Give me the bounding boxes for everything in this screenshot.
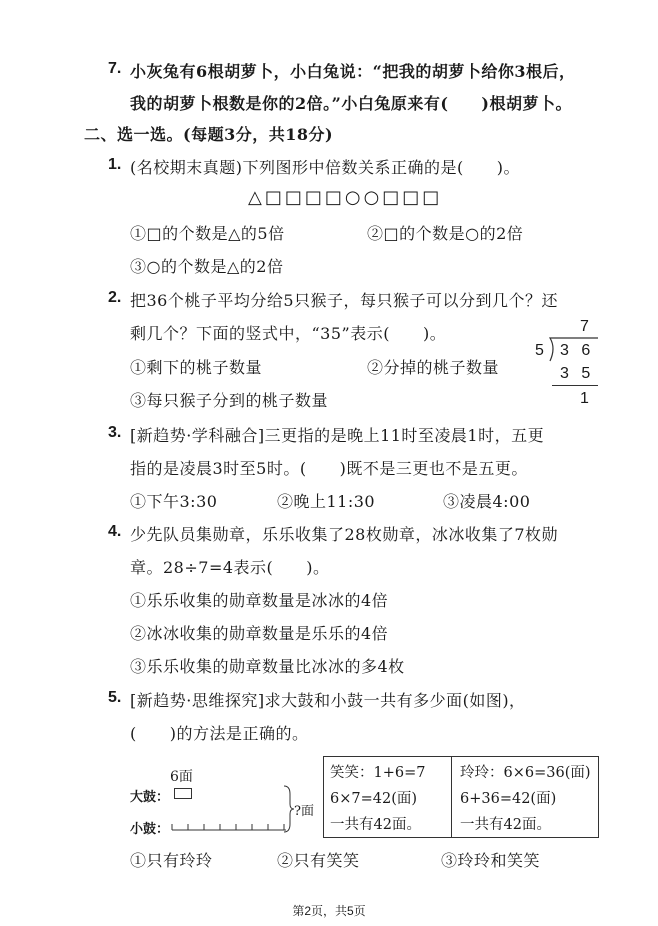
q5-number: 5.: [108, 689, 122, 706]
xiaoxiao-step-1: 笑笑：1+6=7: [330, 765, 426, 781]
small-drum-label: 小鼓：: [130, 822, 170, 837]
q3-option-2: ②晚上11:30: [277, 492, 376, 511]
big-drum-label: 大鼓：: [130, 790, 170, 805]
solutions-table: [323, 756, 599, 838]
total-drums-label: ?面: [294, 804, 314, 819]
q7-line2: 我的胡萝卜根数是你的2倍。”小白兔原来有( )根胡萝卜。: [130, 94, 572, 113]
division-divisor: 5: [535, 342, 544, 359]
lingling-step-3: 一共有42面。: [460, 817, 551, 833]
q1-option-2: ②□的个数是○的2倍: [367, 224, 524, 243]
q4-line1: 少先队员集勋章，乐乐收集了28枚勋章，冰冰收集了7枚勋: [130, 525, 559, 544]
small-drum-bar: [170, 818, 290, 834]
q3-option-1: ①下午3:30: [130, 492, 218, 511]
q4-option-3: ③乐乐收集的勋章数量比冰冰的多4枚: [130, 657, 405, 676]
division-line: [552, 385, 598, 386]
xiaoxiao-step-3: 一共有42面。: [330, 817, 421, 833]
q3-number: 3.: [108, 424, 122, 441]
q2-line2: 剩几个？下面的竖式中，“35”表示( )。: [130, 324, 447, 343]
q2-number: 2.: [108, 289, 122, 306]
q5-option-3: ③玲玲和笑笑: [441, 851, 541, 870]
division-dividend: 3 6: [560, 342, 595, 359]
q1-text: (名校期末真题)下列图形中倍数关系正确的是( )。: [130, 158, 520, 177]
page-footer: 第2页，共5页: [292, 904, 366, 918]
q2-option-3: ③每只猴子分到的桃子数量: [130, 391, 329, 410]
q7-number: 7.: [108, 60, 122, 77]
table-divider: [451, 757, 452, 837]
q2-line1: 把36个桃子平均分给5只猴子，每只猴子可以分到几个？还: [130, 291, 559, 310]
q4-line2: 章。28÷7=4表示( )。: [130, 558, 330, 577]
q2-option-1: ①剩下的桃子数量: [130, 358, 263, 377]
q5-line1: [新趋势·思维探究]求大鼓和小鼓一共有多少面(如图)，: [130, 691, 526, 710]
q5-option-2: ②只有笑笑: [277, 851, 360, 870]
division-remainder: 1: [580, 390, 589, 407]
q3-option-3: ③凌晨4:00: [443, 492, 531, 511]
q3-line1: [新趋势·学科融合]三更指的是晚上11时至凌晨1时，五更: [130, 426, 545, 445]
q4-option-1: ①乐乐收集的勋章数量是冰冰的4倍: [130, 591, 389, 610]
q7-line1: 小灰兔有6根胡萝卜，小白兔说：“把我的胡萝卜给你3根后，: [130, 62, 576, 81]
division-quotient: 7: [580, 318, 589, 335]
q1-shapes: △□□□□○○□□□: [248, 187, 443, 208]
q1-number: 1.: [108, 156, 122, 173]
lingling-step-2: 6+36=42(面): [460, 791, 557, 807]
q4-number: 4.: [108, 523, 122, 540]
q3-line2: 指的是凌晨3时至5时。( )既不是三更也不是五更。: [130, 459, 528, 478]
section-2-title: 二、选一选。(每题3分，共18分): [84, 125, 334, 144]
division-product: 3 5: [560, 365, 595, 382]
xiaoxiao-step-2: 6×7=42(面): [330, 791, 418, 807]
big-drum-bar: [174, 788, 192, 799]
q4-option-2: ②冰冰收集的勋章数量是乐乐的4倍: [130, 624, 389, 643]
q5-option-1: ①只有玲玲: [130, 851, 213, 870]
big-drum-value: 6面: [170, 769, 193, 785]
q5-line2: ( )的方法是正确的。: [130, 724, 309, 743]
q1-option-1: ①□的个数是△的5倍: [130, 224, 285, 243]
q2-option-2: ②分掉的桃子数量: [367, 358, 500, 377]
lingling-step-1: 玲玲：6×6=36(面): [460, 765, 591, 781]
q1-option-3: ③○的个数是△的2倍: [130, 257, 284, 276]
